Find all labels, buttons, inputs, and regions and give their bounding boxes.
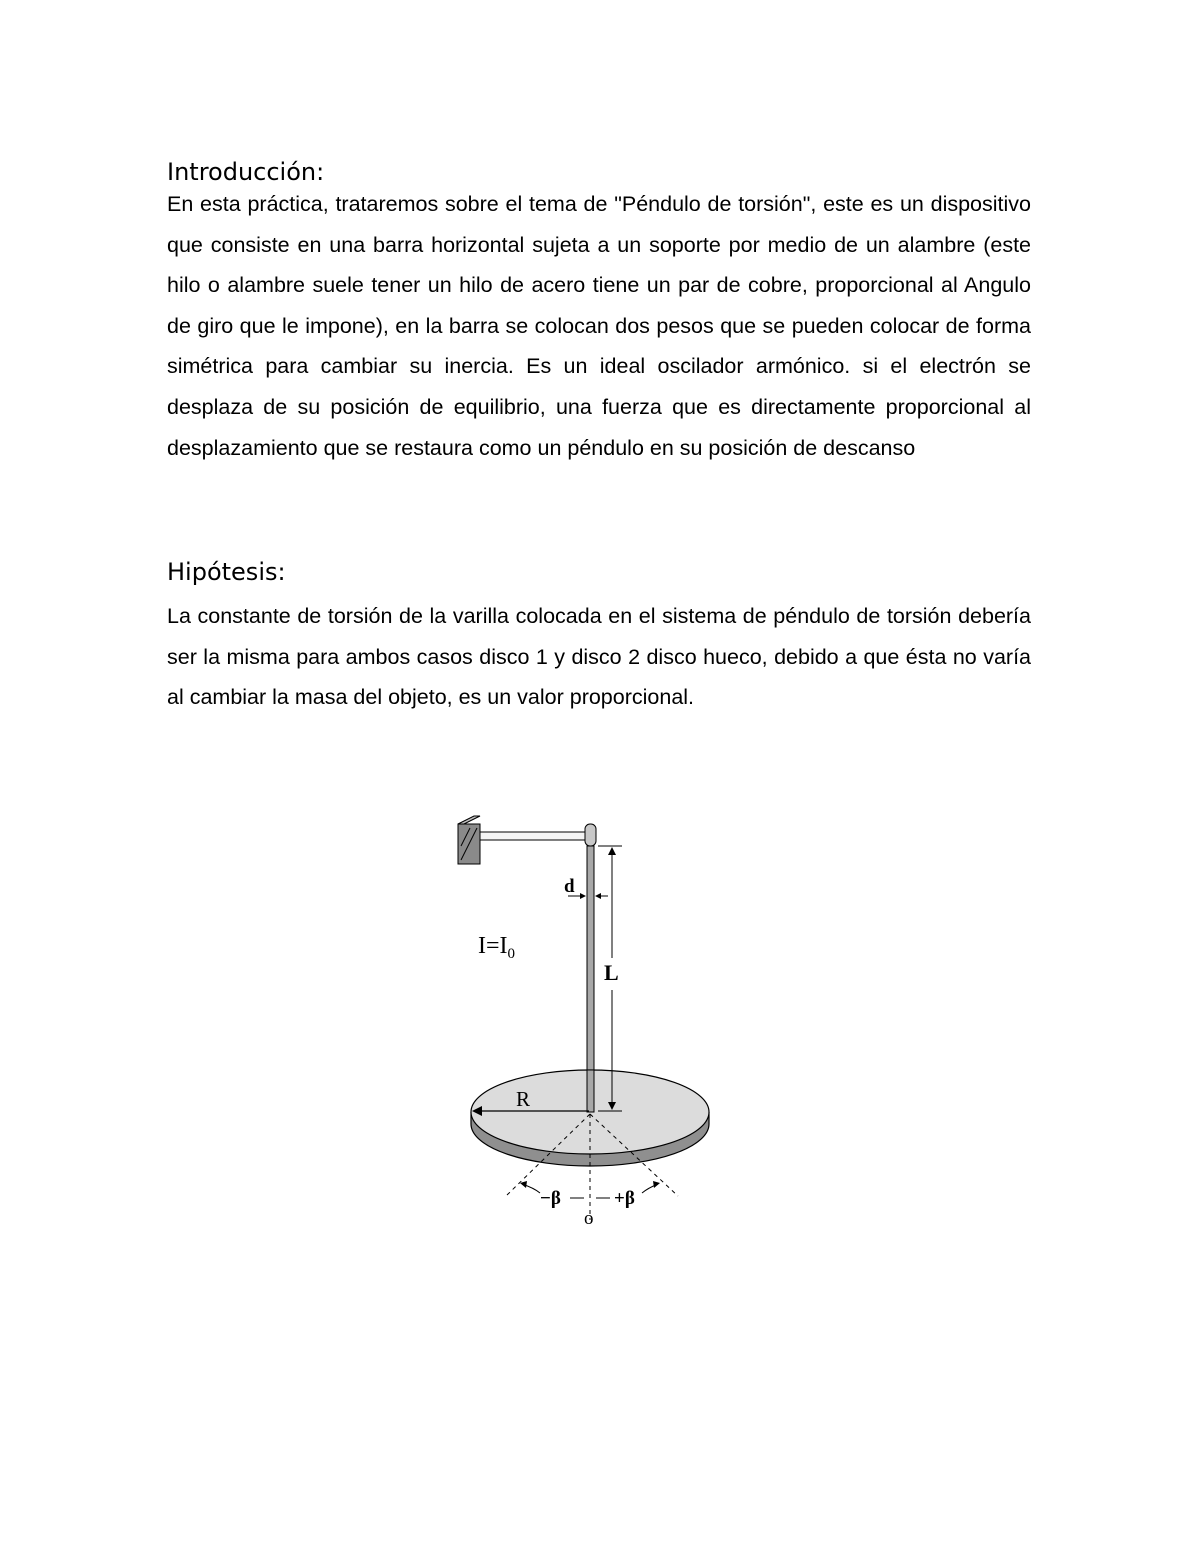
label-origin: o (584, 1208, 594, 1229)
hypothesis-paragraph: La constante de torsión de la varilla colocada en el sistema de péndulo de torsión debería ser la misma para ambos casos disco 1 y disco 2 disco hueco, debido a que ésta no varía al cambiar la masa del objeto, es un valor proporcional. (167, 604, 1031, 710)
torsion-pendulum-diagram (430, 800, 750, 1240)
clamp-cap (585, 824, 596, 846)
hypothesis-heading: Hipótesis: (167, 558, 286, 586)
label-d: d (564, 876, 575, 897)
support-arm (480, 832, 586, 840)
intro-paragraph: En esta práctica, trataremos sobre el tema de "Péndulo de torsión", este es un dispositivo que consiste en una barra horizontal sujeta a un soporte por medio de un alambre (este hilo o alambre suele tener un hilo de acero tiene un par de cobre, proporcional al Angulo de giro que le impone), en la barra se colocan dos pesos que se pueden colocar de forma simétrica para cambiar su inercia. Es un ideal oscilador armónico. si el electrón se desplaza de su posición de equilibrio, una fuerza que es directamente proporcional al desplazamiento que se restaura como un péndulo en su posición de descanso (167, 192, 1031, 460)
diameter-marker (564, 876, 608, 899)
intro-heading: Introducción: (167, 158, 325, 186)
label-radius: R (516, 1087, 531, 1111)
wall-bracket (458, 816, 480, 864)
label-plus-beta: +β (614, 1188, 635, 1209)
label-minus-beta: −β (540, 1188, 561, 1209)
label-inertia: $I=I_0$ (478, 933, 516, 962)
label-length: L (604, 960, 619, 985)
